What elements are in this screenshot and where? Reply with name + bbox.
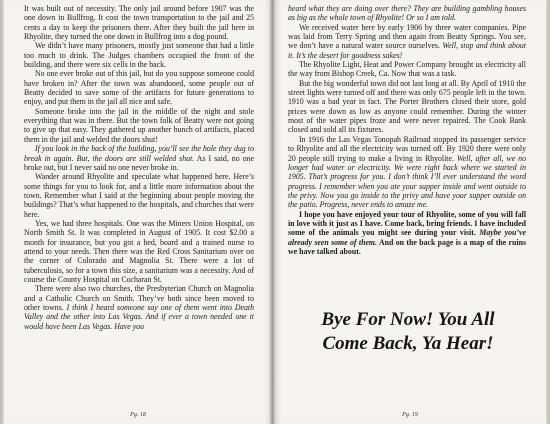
paragraph <box>288 135 526 210</box>
closing-message: Bye For Now! You All Come Back, Ya Hear! <box>321 309 495 354</box>
left-page-text <box>24 4 254 331</box>
text-run: But the big wonderful town did not last long at all. By April of 1910 the street lights were turned off and there was only 675 people left in the town. 1910 was a bad year in fact. The Porter Brothers closed their store, gold prices were down as low as anyone could remember. During the winter most of the water pipes froze and were never repaired. The Cook Bank closed and sold all its fixtures. <box>288 78 526 135</box>
right-page-text <box>288 4 526 256</box>
text-run: The Rhyolite Light, Heat and Power Company brought us electricity all the way from Bishop Creek, Ca. Now that was a task. <box>288 60 526 79</box>
text-run: No one ever broke out of this jail, but do you suppose someone could have broken in? After the town was abandoned, some people out of Beatty decided to save some of the artifacts for future generations to enjoy, and put them in the jail all nice and safe. <box>24 69 254 107</box>
italic-text: heard what they are doing over there? They are building gambling houses as big as the whole town of Rhyolite! Or so I am told. <box>288 4 526 23</box>
italic-text: I think I heard someone say one of them went into Death Valley and the other into Las Vegas. And if ever a town needed one it would have been Las Vegas. Have you <box>24 303 254 331</box>
italic-text: If you look in the back of the building, you’ll see the hole they dug to break in again. But, the doors are still welded shut. <box>24 144 254 163</box>
paragraph <box>288 210 526 257</box>
left-page <box>4 0 272 424</box>
italic-text: Well, stop and think about it. It’s the desert for goodness sakes! <box>288 41 526 60</box>
text-run: It was built out of necessity. The only jail around before 1907 was the one down in Bullfrog. It cost the town transportation to the jail and 25 cents a day to keep the prisoners there. After they built the jail here in Rhyolite, they turned the one down in Bullfrog into a dog pound. <box>24 4 254 42</box>
text-run: In 1916 the Las Vegas Tonopah Railroad stopped its passenger service to Rhyolite and all the electricity was turned off. By 1920 there were only 20 people still trying to make a living in Rhyolite. <box>288 134 526 163</box>
text-run: Wander around Rhyolite and speculate what happened here. Here’s some things for you to look for, and a little more information about the town. Remember what I said at the beginning about people moving the buildings? That’s what happened to the hospitals, and churches that were here. <box>24 172 254 219</box>
paragraph <box>288 23 526 60</box>
text-run: We didn’t have many prisoners, mostly just someone that had a little too much to drink. The Judges chambers occupied the front of the building, and there were six cells in the back. <box>24 41 254 70</box>
right-page-number: Pg. 19 <box>402 412 418 418</box>
paragraph <box>288 79 526 135</box>
text-run: There were also two churches, the Presbyterian Church on Magnolia and a Catholic Church on Smith. They’ve both since been moved to other towns. <box>24 284 254 312</box>
text-run: Someone broke into the jail in the middle of the night and stole everything that was in there. But the town folk of Beatty were not going to give up that easy. They gathered up another bunch of artifacts, placed them in the jail and welded the doors shut! <box>24 106 254 144</box>
paragraph <box>24 172 254 219</box>
paragraph <box>288 4 526 23</box>
italic-text: Well, after all, we no longer had water or electricity. We were right back where we started in 1905. That’s progress for you. I don’t think I’ll ever understand the word progress. I remember when you ate your supper inside and went outside to the privy. Now you go inside to the privy and have your supper outside on the patio. Progress, never ends to amaze me. <box>288 153 526 210</box>
italic-text: Maybe you’ve already seen some of them. <box>288 228 526 247</box>
paragraph <box>24 219 254 284</box>
text-run: Yes, we had three hospitals. One was the Miners Union Hospital, on North Smith St. It was completed in August of 1905. It cost $2.00 a month for insurance, but you got a bed, board and a trained nurse to attend to your needs. Then there was the Red Cross Sanitarium over on the corner of Colorado and Magnolia St. There were a lot of tuberculosis, so for a town this size, a sanitarium was a necessity. And of course the County Hospital on Cocharan St. <box>24 218 254 284</box>
paragraph <box>24 69 254 106</box>
text-run: As I said, no one broke out, but I never said no one never broke in. <box>24 153 255 172</box>
paragraph <box>24 284 254 331</box>
right-page <box>274 0 546 424</box>
paragraph <box>24 144 254 172</box>
paragraph <box>288 60 526 79</box>
text-run: And on the back page is a map of the ruins we have talked about. <box>288 237 526 256</box>
text-run: I hope you have enjoyed your tour of Rhyolite, some of you will fall in love with it just as I have. Come back, bring friends. I have included some of the animals you might see during your visit. <box>288 209 526 238</box>
paragraph <box>24 4 254 41</box>
text-run: We received water here by early 1906 by three water companies. Pipe was laid from Terry Spring and then again from Beatty Springs. You see, we don’t have a natural water source ourselves. <box>288 22 526 51</box>
paragraph <box>24 41 254 69</box>
left-page-number: Pg. 18 <box>130 412 146 418</box>
paragraph <box>24 107 254 144</box>
